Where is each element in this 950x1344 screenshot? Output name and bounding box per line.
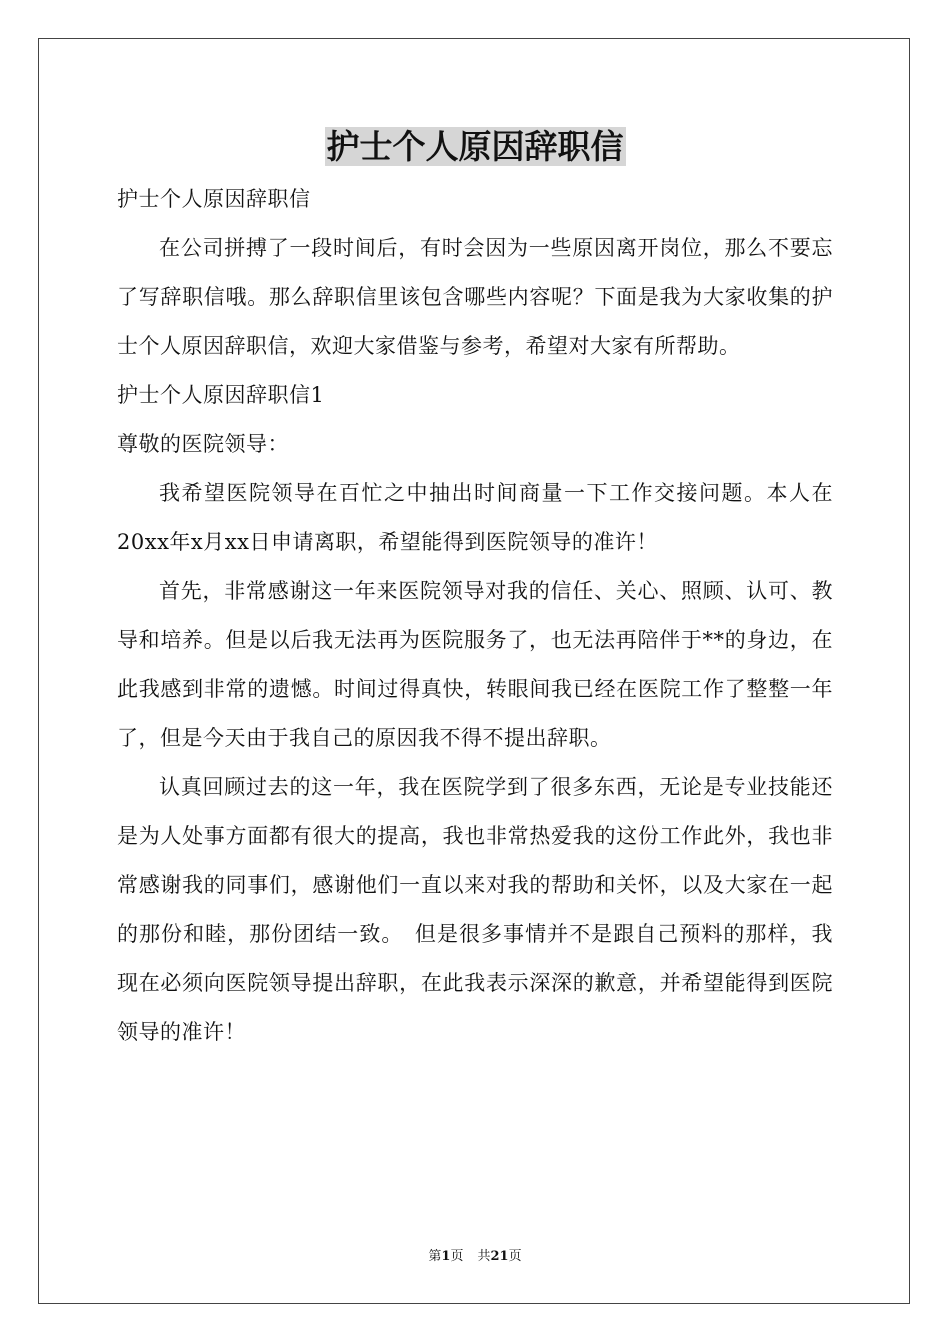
total-pages: 21	[490, 1249, 509, 1264]
page-suffix: 页	[450, 1249, 464, 1264]
paragraph: 在公司拼搏了一段时间后，有时会因为一些原因离开岗位，那么不要忘了写辞职信哦。那么辞职信里该包含哪些内容呢？下面是我为大家收集的护士个人原因辞职信，欢迎大家借鉴与参考，希望对大家有所帮助。	[117, 236, 833, 358]
document-title	[0, 122, 950, 172]
document-body	[117, 175, 833, 1057]
document-title-text: 护士个人原因辞职信	[326, 127, 624, 166]
total-suffix: 页	[508, 1249, 522, 1264]
paragraph: 尊敬的医院领导：	[117, 432, 289, 456]
page-prefix: 第	[428, 1249, 442, 1264]
page-footer	[0, 1248, 950, 1266]
paragraph: 护士个人原因辞职信	[117, 187, 311, 211]
paragraph: 我希望医院领导在百忙之中抽出时间商量一下工作交接问题。本人在20xx年x月xx日申请离职，希望能得到医院领导的准许！	[117, 481, 833, 554]
total-prefix: 共	[477, 1249, 491, 1264]
page-number: 1	[441, 1249, 451, 1264]
paragraph: 认真回顾过去的这一年，我在医院学到了很多东西，无论是专业技能还是为人处事方面都有很大的提高，我也非常热爱我的这份工作此外，我也非常感谢我的同事们，感谢他们一直以来对我的帮助和关怀，以及大家在一起的那份和睦，那份团结一致。 但是很多事情并不是跟自己预料的那样，我现在必须向医院领导提出辞职，在此我表示深深的歉意，并希望能得到医院领导的准许！	[117, 775, 833, 1044]
paragraph: 护士个人原因辞职信1	[117, 383, 325, 407]
paragraph: 首先，非常感谢这一年来医院领导对我的信任、关心、照顾、认可、教导和培养。但是以后我无法再为医院服务了，也无法再陪伴于**的身边，在此我感到非常的遗憾。时间过得真快，转眼间我已经在医院工作了整整一年了，但是今天由于我自己的原因我不得不提出辞职。	[117, 579, 833, 750]
